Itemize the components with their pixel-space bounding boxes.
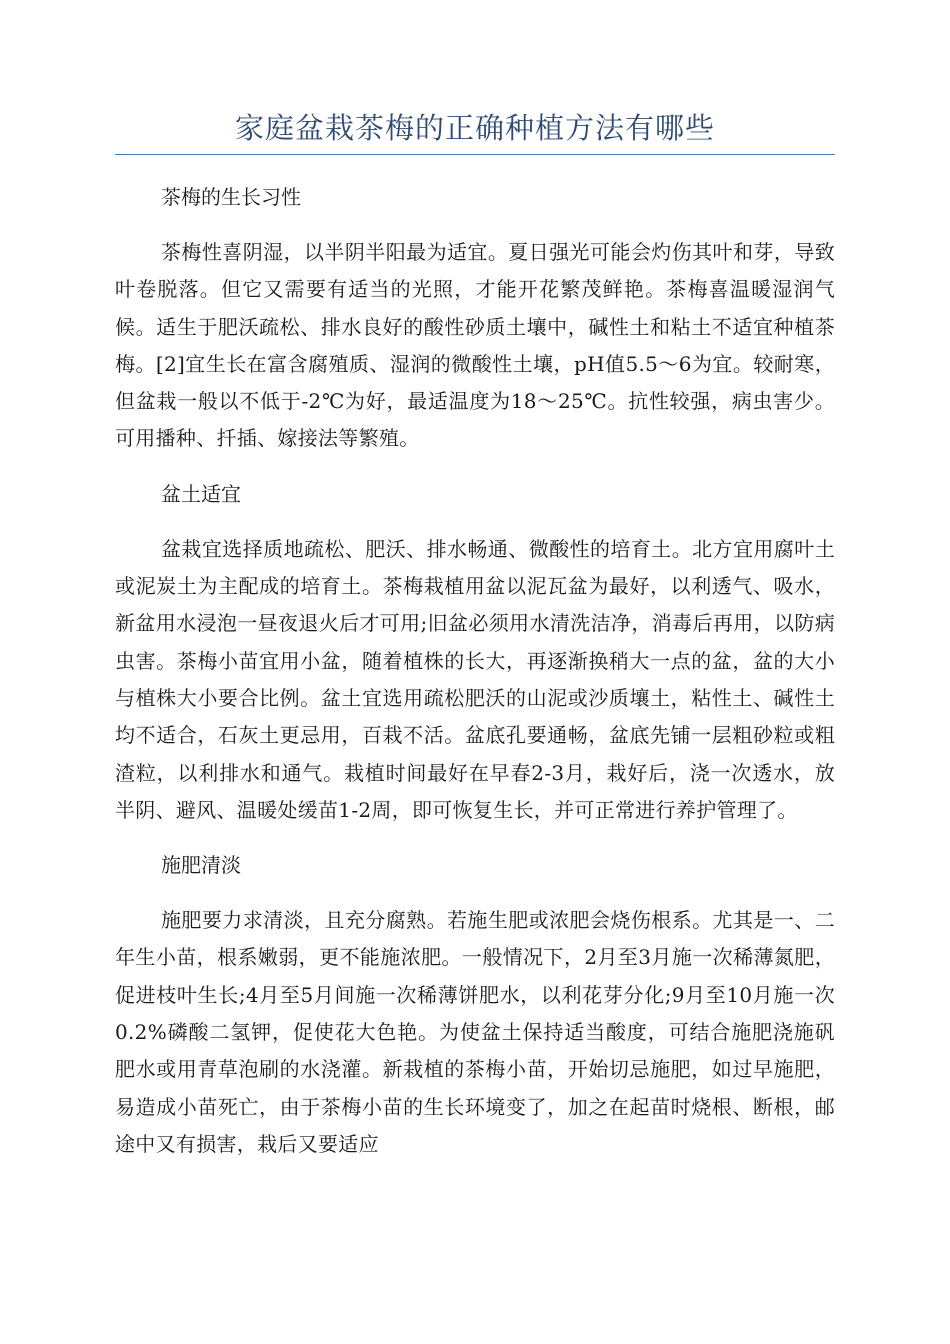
section-body-fertilizing: 施肥要力求清淡，且充分腐熟。若施生肥或浓肥会烧伤根系。尤其是一、二年生小苗，根系嫩弱，更不能施浓肥。一般情况下，2月至3月施一次稀薄氮肥，促进枝叶生长;4月至5月间施一次稀薄饼肥水，以利花芽分化;9月至10月施一次0.2%磷酸二氢钾，促使花大色艳。为使盆土保持适当酸度，可结合施肥浇施矾肥水或用青草泡刷的水浇灌。新栽植的茶梅小苗，开始切忌施肥，如过早施肥，易造成小苗死亡，由于茶梅小苗的生长环境变了，加之在起苗时烧根、断根，邮途中又有损害，栽后又要适应 [115, 908, 835, 1156]
section-body-potting-soil: 盆栽宜选择质地疏松、肥沃、排水畅通、微酸性的培育土。北方宜用腐叶土或泥炭土为主配成的培育土。茶梅栽植用盆以泥瓦盆为最好，以利透气、吸水，新盆用水浸泡一昼夜退火后才可用;旧盆必须用水清洗洁净，消毒后再用，以防病虫害。茶梅小苗宜用小盆，随着植株的长大，再逐渐换稍大一点的盆，盆的大小与植株大小要合比例。盆土宜选用疏松肥沃的山泥或沙质壤土，粘性土、碱性土均不适合，石灰土更忌用，百栽不活。盆底孔要通畅，盆底先铺一层粗砂粒或粗渣粒，以利排水和通气。栽植时间最好在早春2-3月，栽好后，浇一次透水，放半阴、避风、温暖处缓苗1-2周，即可恢复生长，并可正常进行养护管理了。 [115, 536, 835, 822]
section-heading-fertilizing: 施肥清淡 [161, 853, 241, 878]
page-title: 家庭盆栽茶梅的正确种植方法有哪些 [234, 111, 715, 145]
spacer [115, 829, 835, 847]
document-page [115, 108, 835, 1163]
spacer [115, 458, 835, 476]
section-body-growth-habits: 茶梅性喜阴湿，以半阴半阳最为适宜。夏日强光可能会灼伤其叶和芽，导致叶卷脱落。但它又需要有适当的光照，才能开花繁茂鲜艳。茶梅喜温暖湿润气候。适生于肥沃疏松、排水良好的酸性砂质土壤中，碱性土和粘土不适宜种植茶梅。[2]宜生长在富含腐殖质、湿润的微酸性土壤，pH值5.5～6为宜。较耐寒，但盆栽一般以不低于-2℃为好，最适温度为18～25℃。抗性较强，病虫害少。可用播种、扦插、嫁接法等繁殖。 [115, 240, 835, 451]
spacer [115, 884, 835, 902]
spacer [115, 216, 835, 234]
section-heading-potting-soil: 盆土适宜 [161, 481, 241, 506]
title-underline [115, 154, 835, 155]
spacer [115, 513, 835, 531]
section-heading-growth-habits: 茶梅的生长习性 [161, 185, 301, 209]
